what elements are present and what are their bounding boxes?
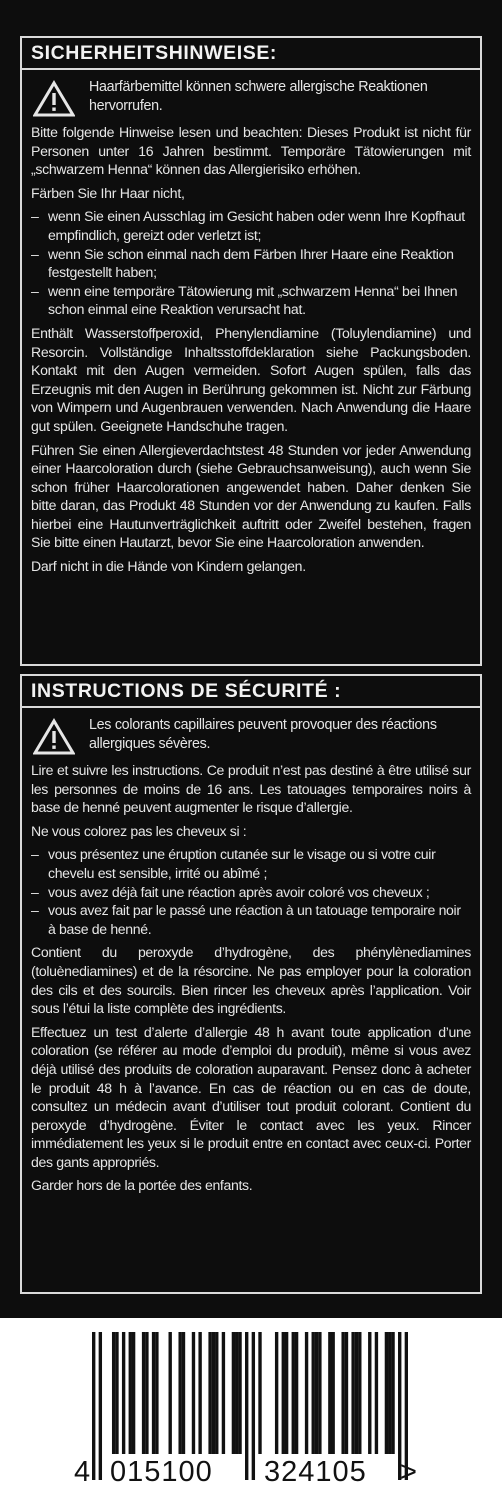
barcode-first-digit: 4 bbox=[74, 1456, 92, 1488]
heading-divider bbox=[22, 706, 480, 708]
barcode-bar bbox=[112, 1332, 115, 1454]
barcode-bar bbox=[385, 1332, 388, 1454]
list-item: – wenn eine temporäre Tätowierung mit „schwarzem Henna“ bei Ihnen schon einmal eine Reaktion verursacht hat. bbox=[31, 282, 471, 319]
list-item: – vous avez fait par le passé une réaction à un tatouage temporaire noir à base de henné. bbox=[31, 901, 471, 938]
barcode-right-digits: 324105 bbox=[258, 1454, 373, 1490]
barcode-bar bbox=[238, 1332, 241, 1454]
barcode-bar bbox=[235, 1332, 238, 1454]
barcode-bar bbox=[222, 1332, 225, 1454]
heading-divider bbox=[22, 68, 480, 70]
list-item: – wenn Sie einen Ausschlag im Gesicht haben oder wenn Ihre Kopfhaut empfindlich, gereizt oder verletzt ist; bbox=[31, 207, 471, 244]
barcode-bar bbox=[192, 1332, 195, 1454]
barcode-bar bbox=[351, 1332, 354, 1454]
barcode-bar bbox=[245, 1332, 248, 1480]
barcode-bar bbox=[145, 1332, 148, 1454]
condition-list bbox=[31, 207, 471, 319]
barcode-bar bbox=[375, 1332, 378, 1454]
barcode-bar bbox=[391, 1332, 394, 1454]
barcode bbox=[74, 1330, 438, 1500]
barcode-bar bbox=[275, 1332, 278, 1454]
barcode-bar bbox=[99, 1332, 102, 1480]
barcode-bar bbox=[152, 1332, 155, 1454]
barcode-bar bbox=[345, 1332, 348, 1454]
paragraph: Contient du peroxyde d’hydrogène, des phénylènediamines (toluènediamines) et de la résorcine. Ne pas employer pour la coloration des cils et des sourcils. Bien rincer les cheveux après l’application. Voir sous l’étui la liste complète des ingrédients. bbox=[31, 944, 471, 1017]
barcode-bar bbox=[115, 1332, 118, 1454]
barcode-bar bbox=[355, 1332, 358, 1454]
barcode-bar bbox=[341, 1332, 344, 1454]
barcode-bar bbox=[305, 1332, 308, 1454]
section-heading: SICHERHEITSHINWEISE: bbox=[31, 42, 278, 64]
barcode-bar bbox=[169, 1332, 172, 1454]
section-body bbox=[31, 761, 471, 1195]
barcode-bar bbox=[388, 1332, 391, 1454]
warning-triangle-icon bbox=[33, 80, 75, 118]
list-item: – wenn Sie schon einmal nach dem Färben Ihrer Haare eine Reaktion festgestellt haben; bbox=[31, 245, 471, 282]
barcode-bar bbox=[312, 1332, 315, 1454]
warning-row bbox=[31, 716, 471, 756]
paragraph: Führen Sie einen Allergieverdachtstest 48 Stunden vor jeder Anwendung einer Haarcoloration durch (siehe Gebrauchsanweisung), auch wenn Sie schon früher Haarcolorationen angewendet haben. Daher denken Sie bitte daran, das Produkt 48 Stunden vor der Anwendung zu kaufen. Falls hierbei eine Hautunverträglichkeit auftritt oder Zweifel bestehen, fragen Sie bitte einen Hautarzt, bevor Sie eine Haarcoloration anwenden. bbox=[31, 441, 471, 551]
section-heading: INSTRUCTIONS DE SÉCURITÉ : bbox=[31, 680, 342, 702]
barcode-bar bbox=[215, 1332, 218, 1454]
barcode-bar bbox=[129, 1332, 132, 1454]
barcode-bar bbox=[155, 1332, 158, 1454]
barcode-bar bbox=[132, 1332, 135, 1454]
barcode-bar bbox=[331, 1332, 334, 1454]
barcode-bar bbox=[252, 1332, 255, 1480]
barcode-bar bbox=[122, 1332, 125, 1454]
barcode-bar bbox=[212, 1332, 215, 1454]
warning-text: Haarfärbemittel können schwere allergische Reaktionen hervorrufen. bbox=[89, 79, 428, 114]
barcode-bar bbox=[292, 1332, 295, 1454]
list-item: – vous présentez une éruption cutanée sur le visage ou si votre cuir chevelu est sensible, irrité ou abîmé ; bbox=[31, 845, 471, 882]
barcode-bar bbox=[232, 1332, 235, 1454]
barcode-end-mark: > bbox=[400, 1456, 418, 1488]
barcode-bar bbox=[178, 1332, 181, 1454]
barcode-bar bbox=[295, 1332, 298, 1454]
barcode-left-digits: 015100 bbox=[104, 1454, 219, 1490]
safety-section-german bbox=[20, 36, 482, 666]
warning-row bbox=[31, 78, 471, 118]
section-body bbox=[31, 123, 471, 576]
barcode-bar bbox=[258, 1332, 261, 1454]
barcode-bar bbox=[328, 1332, 331, 1454]
barcode-bar bbox=[285, 1332, 288, 1454]
paragraph: Garder hors de la portée des enfants. bbox=[31, 1177, 253, 1194]
list-item: – vous avez déjà fait une réaction après avoir coloré vos cheveux ; bbox=[31, 883, 471, 902]
barcode-bar bbox=[182, 1332, 185, 1454]
barcode-bar bbox=[368, 1332, 371, 1454]
barcode-bar bbox=[282, 1332, 285, 1454]
safety-section-french bbox=[20, 674, 482, 1294]
barcode-bar bbox=[358, 1332, 361, 1454]
paragraph: Darf nicht in die Hände von Kindern gelangen. bbox=[31, 558, 306, 575]
paragraph: Enthält Wasserstoffperoxid, Phenylendiamine (Toluylendiamine) und Resorcin. Vollständige Inhaltsstoffdeklaration siehe Packungsboden. Kontakt mit den Augen vermeiden. Sofort Augen spülen, falls das Erzeugnis mit den Augen in Berührung gekommen ist. Nicht zur Färbung von Wimpern und Augenbrauen verwenden. Nach Anwendung die Haare gut spülen. Geeignete Handschuhe tragen. bbox=[31, 324, 471, 434]
paragraph: Lire et suivre les instructions. Ce produit n’est pas destiné à être utilisé sur les personnes de moins de 16 ans. Les tatouages temporaires noirs à base de henné peuvent augmenter le risque d’allergie. bbox=[31, 762, 471, 816]
paragraph: Effectuez un test d’alerte d’allergie 48 h avant toute application d’une coloration (se référer au mode d’emploi du produit), même si vous avez déjà utilisé des produits de coloration auparavant. Pensez donc à acheter le produit 48 h à l’avance. En cas de réaction ou en cas de doute, consultez un médecin avant d’utiliser tout produit colorant. Contient du peroxyde d’hydrogène. Éviter le contact avec les yeux. Rincer immédiatement les yeux si le produit entre en contact avec ceux-ci. Porter des gants appropriés. bbox=[31, 1023, 471, 1170]
warning-triangle-icon bbox=[33, 718, 75, 756]
barcode-bar bbox=[142, 1332, 145, 1454]
warning-text: Les colorants capillaires peuvent provoquer des réactions allergiques sévères. bbox=[89, 717, 437, 752]
paragraph: Bitte folgende Hinweise lesen und beachten: Dieses Produkt ist nicht für Personen unter 16 Jahren bestimmt. Temporäre Tätowierungen mit „schwarzem Henna“ können das Allergierisiko erhöhen. bbox=[31, 124, 471, 178]
condition-list bbox=[31, 845, 471, 938]
barcode-bar bbox=[318, 1332, 321, 1454]
barcode-bar bbox=[198, 1332, 201, 1454]
paragraph: Ne vous colorez pas les cheveux si : bbox=[31, 822, 247, 839]
barcode-bar bbox=[92, 1332, 95, 1480]
paragraph: Färben Sie Ihr Haar nicht, bbox=[31, 184, 185, 201]
barcode-bar bbox=[208, 1332, 211, 1454]
barcode-bar bbox=[315, 1332, 318, 1454]
